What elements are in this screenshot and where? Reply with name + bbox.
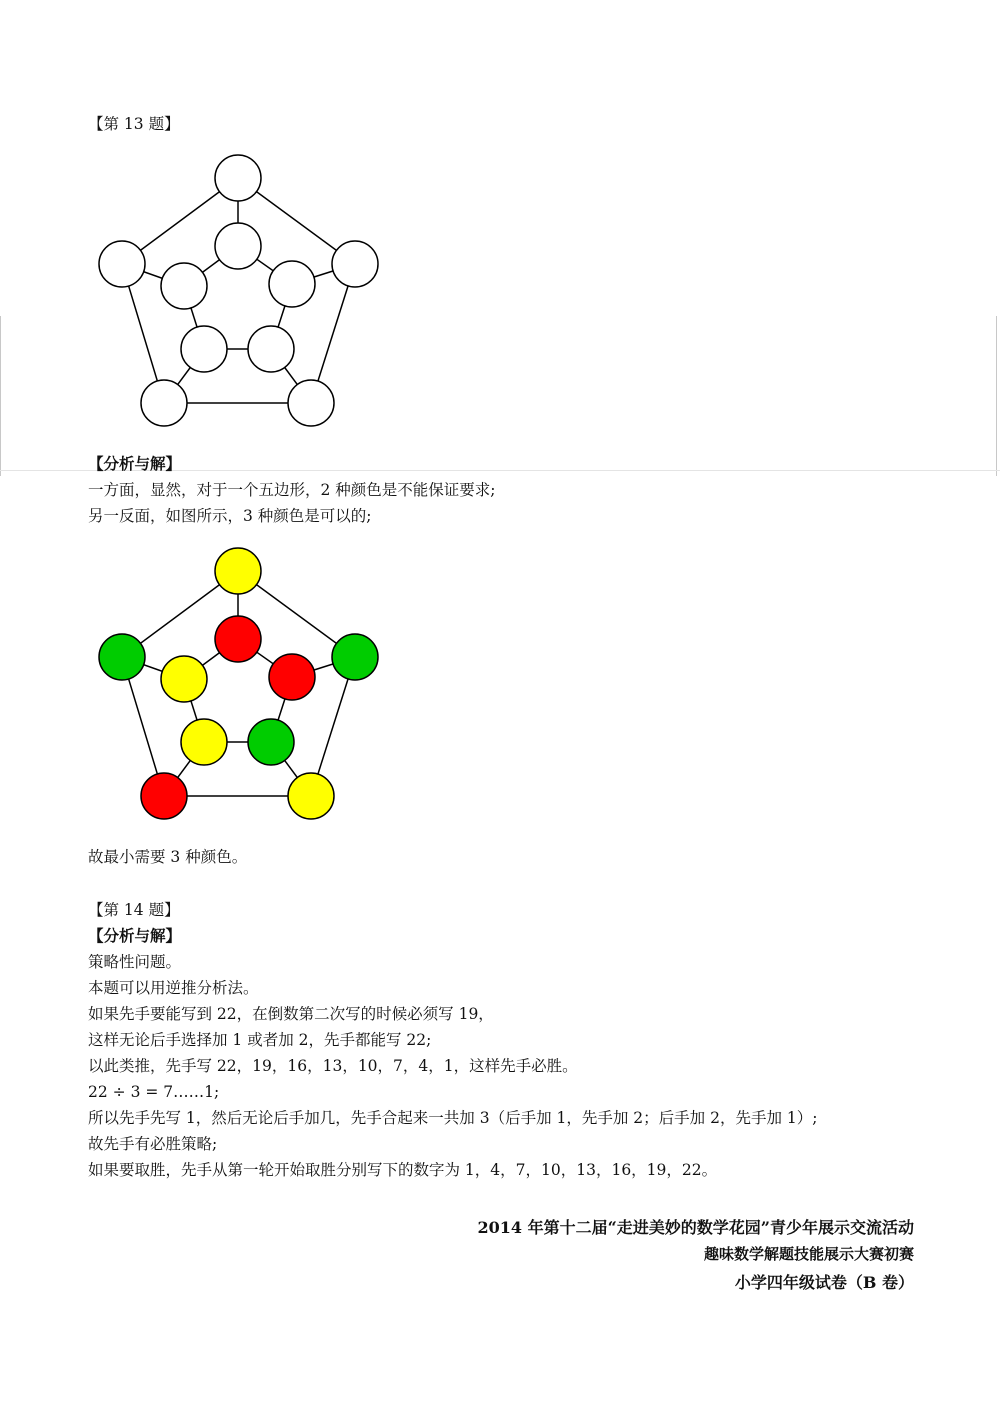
graph-node-green (332, 634, 378, 680)
graph-node (141, 380, 187, 426)
graph-node (181, 326, 227, 372)
graph-node (269, 261, 315, 307)
q14-line-3: 如果先手要能写到 22，在倒数第二次写的时候必须写 19， (88, 1005, 494, 1023)
graph-node (332, 241, 378, 287)
q14-analysis-heading: 【分析与解】 (88, 926, 182, 945)
q13-line-1: 一方面，显然，对于一个五边形，2 种颜色是不能保证要求; (88, 481, 496, 499)
graph-node (215, 223, 261, 269)
graph-node-red (269, 654, 315, 700)
graph-node (215, 155, 261, 201)
q14-line-1: 策略性问题。 (88, 953, 182, 971)
q14-line-8: 故先手有必胜策略; (88, 1135, 218, 1153)
graph-node-yellow (161, 656, 207, 702)
q14-line-7: 所以先手先写 1，然后无论后手加几，先手合起来一共加 3（后手加 1，先手加 2；后手加 2，先手加 1）; (88, 1109, 818, 1127)
q13-analysis-heading: 【分析与解】 (88, 454, 182, 473)
q13-line-2: 另一反面，如图所示，3 种颜色是可以的; (88, 507, 372, 525)
q14-heading: 【第 14 题】 (88, 901, 180, 919)
q14-line-6: 22 ÷ 3 = 7……1; (88, 1083, 220, 1101)
q14-line-9: 如果要取胜，先手从第一轮开始取胜分别写下的数字为 1，4，7，10，13，16，19，22。 (88, 1161, 718, 1179)
footer-contest-subtitle: 趣味数学解题技能展示大赛初赛 (703, 1245, 914, 1263)
graph-node (248, 326, 294, 372)
graph-node-yellow (288, 773, 334, 819)
petersen-graph-3-colored (90, 543, 390, 828)
graph-node-red (141, 773, 187, 819)
scan-edge-right (996, 316, 997, 476)
graph-node-green (99, 634, 145, 680)
scan-edge-left (0, 316, 1, 476)
q13-heading: 【第 13 题】 (88, 115, 180, 133)
graph-node-green (248, 719, 294, 765)
footer-contest-title: 2014 年第十二届“走进美妙的数学花园”青少年展示交流活动 (477, 1218, 914, 1237)
q14-line-2: 本题可以用逆推分析法。 (88, 979, 259, 997)
q14-line-5: 以此类推，先手写 22，19，16，13，10，7，4，1，这样先手必胜。 (88, 1057, 578, 1075)
q13-conclusion: 故最小需要 3 种颜色。 (88, 848, 248, 866)
graph-node (161, 263, 207, 309)
q14-line-4: 这样无论后手选择加 1 或者加 2，先手都能写 22; (88, 1031, 432, 1049)
footer-paper-name: 小学四年级试卷（B 卷） (734, 1273, 914, 1292)
petersen-graph-uncolored (90, 150, 390, 435)
graph-node (99, 241, 145, 287)
graph-node-yellow (215, 548, 261, 594)
graph-node-red (215, 616, 261, 662)
graph-node-yellow (181, 719, 227, 765)
graph-node (288, 380, 334, 426)
